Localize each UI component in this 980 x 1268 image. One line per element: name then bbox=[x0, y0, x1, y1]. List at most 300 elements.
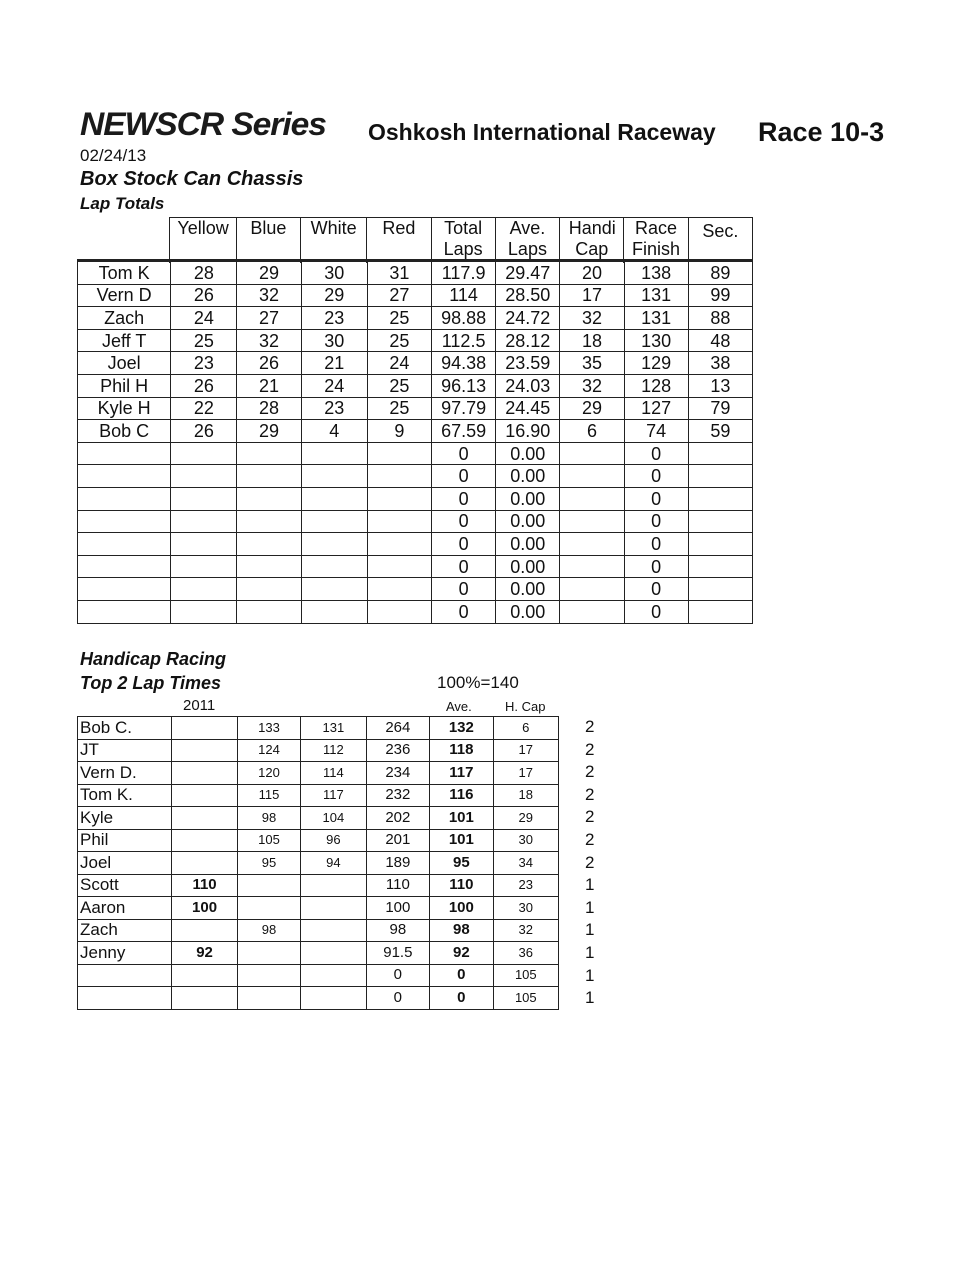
lap-cell: 22 bbox=[171, 397, 237, 420]
lap-cell: 88 bbox=[688, 307, 752, 330]
handicap-hcap: 105 bbox=[493, 964, 558, 987]
venue-name: Oshkosh International Raceway bbox=[368, 119, 716, 145]
handicap-row bbox=[78, 897, 559, 920]
lap-cell: 28.12 bbox=[496, 329, 560, 352]
col-2011-label: 2011 bbox=[183, 697, 216, 714]
lap-cell: 24 bbox=[171, 307, 237, 330]
lap-cell: 23 bbox=[301, 307, 367, 330]
lap-cell bbox=[171, 487, 237, 510]
lap-cell bbox=[301, 442, 367, 465]
lap-cell: 32 bbox=[560, 374, 624, 397]
col-header: White bbox=[300, 218, 366, 264]
lap-cell: 114 bbox=[432, 284, 496, 307]
lap-cell: 0 bbox=[624, 533, 688, 556]
lap-row bbox=[78, 329, 753, 352]
handicap-driver: Jenny bbox=[78, 942, 172, 965]
handicap-c2011 bbox=[172, 919, 237, 942]
handicap-driver: Tom K. bbox=[78, 784, 172, 807]
handicap-ave: 116 bbox=[430, 784, 493, 807]
lap-cell bbox=[301, 487, 367, 510]
lap-cell bbox=[688, 442, 752, 465]
handicap-hcap: 17 bbox=[493, 762, 558, 785]
lap-row bbox=[78, 442, 753, 465]
lap-cell: 48 bbox=[688, 329, 752, 352]
lap-cell: 0 bbox=[624, 510, 688, 533]
driver-name: Zach bbox=[78, 307, 171, 330]
lap-cell: 59 bbox=[688, 420, 752, 443]
lap-cell: 0 bbox=[432, 487, 496, 510]
handicap-row bbox=[78, 874, 559, 897]
driver-name: Vern D bbox=[78, 284, 171, 307]
handicap-row bbox=[78, 964, 559, 987]
handicap-c2011 bbox=[172, 739, 237, 762]
handicap-row bbox=[78, 852, 559, 875]
handicap-b: 131 bbox=[301, 717, 366, 740]
handicap-a: 120 bbox=[237, 762, 300, 785]
handicap-driver: Scott bbox=[78, 874, 172, 897]
lap-cell bbox=[688, 487, 752, 510]
lap-cell: 131 bbox=[624, 307, 688, 330]
driver-name: Tom K bbox=[78, 261, 171, 285]
lap-cell: 16.90 bbox=[496, 420, 560, 443]
lap-cell: 0 bbox=[624, 487, 688, 510]
handicap-sum: 0 bbox=[366, 987, 430, 1010]
race-count: 2 bbox=[585, 717, 595, 736]
handicap-ave: 0 bbox=[430, 964, 493, 987]
handicap-hcap: 23 bbox=[493, 874, 558, 897]
driver-name: Bob C bbox=[78, 420, 171, 443]
handicap-a bbox=[237, 942, 300, 965]
handicap-hcap: 18 bbox=[493, 784, 558, 807]
col-header bbox=[624, 218, 688, 264]
lap-cell bbox=[301, 510, 367, 533]
race-count: 2 bbox=[585, 784, 595, 804]
col-header: Red bbox=[367, 218, 431, 264]
handicap-hcap: 17 bbox=[493, 739, 558, 762]
handicap-b bbox=[301, 942, 366, 965]
lap-cell bbox=[367, 442, 431, 465]
handicap-c2011 bbox=[172, 829, 237, 852]
lap-cell: 127 bbox=[624, 397, 688, 420]
handicap-a: 98 bbox=[237, 807, 300, 830]
handicap-driver: Kyle bbox=[78, 807, 172, 830]
lap-totals-table bbox=[77, 259, 753, 624]
lap-cell: 29.47 bbox=[496, 261, 560, 285]
handicap-hcap: 29 bbox=[493, 807, 558, 830]
lap-cell: 28.50 bbox=[496, 284, 560, 307]
col-header bbox=[495, 218, 559, 264]
race-count: 2 bbox=[585, 739, 595, 759]
lap-cell: 0 bbox=[432, 465, 496, 488]
lap-cell bbox=[301, 600, 367, 623]
handicap-c2011 bbox=[172, 717, 237, 740]
lap-cell: 0 bbox=[432, 600, 496, 623]
col-header-text: Race Finish bbox=[632, 218, 681, 259]
handicap-ave: 118 bbox=[430, 739, 493, 762]
lap-cell: 0 bbox=[624, 442, 688, 465]
lap-cell: 17 bbox=[560, 284, 624, 307]
lap-cell bbox=[367, 533, 431, 556]
lap-cell: 24 bbox=[367, 352, 431, 375]
handicap-heading: Handicap Racing bbox=[80, 649, 227, 669]
lap-cell bbox=[560, 487, 624, 510]
handicap-c2011 bbox=[172, 987, 237, 1010]
lap-cell bbox=[171, 578, 237, 601]
lap-cell bbox=[560, 533, 624, 556]
lap-row bbox=[78, 510, 753, 533]
handicap-ave: 101 bbox=[430, 807, 493, 830]
race-count: 1 bbox=[585, 875, 595, 895]
race-number: Race 10-3 bbox=[758, 117, 885, 147]
lap-row bbox=[78, 307, 753, 330]
lap-row bbox=[78, 487, 753, 510]
lap-cell bbox=[301, 533, 367, 556]
lap-cell: 18 bbox=[560, 329, 624, 352]
lap-cell bbox=[237, 533, 301, 556]
handicap-hcap: 34 bbox=[493, 852, 558, 875]
lap-cell: 31 bbox=[367, 261, 431, 285]
lap-cell bbox=[560, 465, 624, 488]
col-header-text: Handi Cap bbox=[568, 218, 616, 259]
lap-cell: 0 bbox=[624, 600, 688, 623]
race-count: 2 bbox=[585, 807, 595, 827]
handicap-ave: 110 bbox=[430, 874, 493, 897]
lap-row bbox=[78, 374, 753, 397]
handicap-ave: 0 bbox=[430, 987, 493, 1010]
race-count: 1 bbox=[585, 920, 595, 940]
race-count: 1 bbox=[585, 988, 595, 1008]
handicap-table bbox=[77, 716, 559, 1010]
lap-cell: 25 bbox=[367, 374, 431, 397]
lap-cell: 23 bbox=[301, 397, 367, 420]
handicap-hcap: 30 bbox=[493, 829, 558, 852]
lap-cell: 0.00 bbox=[496, 487, 560, 510]
handicap-sum: 189 bbox=[366, 852, 430, 875]
class-name: Box Stock Can Chassis bbox=[80, 168, 304, 190]
lap-cell bbox=[367, 510, 431, 533]
handicap-sum: 0 bbox=[366, 964, 430, 987]
col-header-text: Total Laps bbox=[443, 218, 483, 259]
lap-cell bbox=[367, 465, 431, 488]
lap-cell: 32 bbox=[237, 329, 301, 352]
lap-row bbox=[78, 284, 753, 307]
col-header: Yellow bbox=[170, 218, 236, 264]
col-header: Blue bbox=[236, 218, 300, 264]
race-count: 2 bbox=[585, 762, 595, 782]
lap-cell: 29 bbox=[301, 284, 367, 307]
lap-cell bbox=[367, 600, 431, 623]
driver-name bbox=[78, 465, 171, 488]
handicap-b: 112 bbox=[301, 739, 366, 762]
lap-cell bbox=[560, 600, 624, 623]
lap-cell: 26 bbox=[171, 420, 237, 443]
handicap-row bbox=[78, 987, 559, 1010]
lap-cell: 28 bbox=[237, 397, 301, 420]
col-header: Sec. bbox=[688, 218, 752, 264]
handicap-row bbox=[78, 717, 559, 740]
handicap-b: 114 bbox=[301, 762, 366, 785]
handicap-c2011 bbox=[172, 784, 237, 807]
lap-cell bbox=[688, 533, 752, 556]
lap-cell: 25 bbox=[367, 307, 431, 330]
handicap-driver: Zach bbox=[78, 919, 172, 942]
lap-cell bbox=[171, 555, 237, 578]
lap-cell: 0 bbox=[432, 510, 496, 533]
lap-cell bbox=[237, 600, 301, 623]
handicap-ave: 117 bbox=[430, 762, 493, 785]
col-ave-label: Ave. bbox=[446, 699, 472, 714]
lap-cell: 0.00 bbox=[496, 555, 560, 578]
lap-cell: 131 bbox=[624, 284, 688, 307]
race-count: 1 bbox=[585, 943, 595, 962]
lap-cell bbox=[237, 465, 301, 488]
lap-cell: 99 bbox=[688, 284, 752, 307]
handicap-row bbox=[78, 942, 559, 965]
handicap-ave: 98 bbox=[430, 919, 493, 942]
lap-cell: 112.5 bbox=[432, 329, 496, 352]
handicap-b: 117 bbox=[301, 784, 366, 807]
lap-row bbox=[78, 600, 753, 623]
lap-cell: 0.00 bbox=[496, 578, 560, 601]
handicap-sum: 100 bbox=[366, 897, 430, 920]
lap-totals-header bbox=[77, 217, 753, 263]
lap-cell: 32 bbox=[237, 284, 301, 307]
handicap-ave: 101 bbox=[430, 829, 493, 852]
lap-cell bbox=[301, 465, 367, 488]
lap-cell: 74 bbox=[624, 420, 688, 443]
lap-cell bbox=[237, 442, 301, 465]
lap-cell: 38 bbox=[688, 352, 752, 375]
lap-cell: 94.38 bbox=[432, 352, 496, 375]
handicap-hcap: 30 bbox=[493, 897, 558, 920]
lap-cell bbox=[367, 487, 431, 510]
lap-cell bbox=[688, 600, 752, 623]
handicap-base: 100%=140 bbox=[437, 673, 519, 692]
handicap-driver: Aaron bbox=[78, 897, 172, 920]
driver-name bbox=[78, 487, 171, 510]
lap-cell bbox=[560, 578, 624, 601]
lap-row bbox=[78, 261, 753, 285]
handicap-c2011 bbox=[172, 807, 237, 830]
lap-cell: 0 bbox=[624, 578, 688, 601]
lap-cell: 96.13 bbox=[432, 374, 496, 397]
lap-row bbox=[78, 397, 753, 420]
lap-cell bbox=[367, 578, 431, 601]
handicap-ave: 132 bbox=[430, 717, 493, 740]
lap-cell bbox=[237, 578, 301, 601]
driver-name bbox=[78, 555, 171, 578]
lap-cell: 27 bbox=[367, 284, 431, 307]
handicap-sum: 110 bbox=[366, 874, 430, 897]
lap-totals-heading: Lap Totals bbox=[80, 194, 165, 213]
lap-cell: 32 bbox=[560, 307, 624, 330]
lap-cell: 26 bbox=[237, 352, 301, 375]
race-count: 1 bbox=[585, 965, 595, 985]
lap-cell bbox=[560, 442, 624, 465]
lap-cell: 13 bbox=[688, 374, 752, 397]
lap-cell bbox=[301, 555, 367, 578]
lap-cell: 26 bbox=[171, 284, 237, 307]
lap-cell bbox=[560, 555, 624, 578]
handicap-c2011 bbox=[172, 762, 237, 785]
handicap-row bbox=[78, 739, 559, 762]
col-header-text: Ave. Laps bbox=[507, 218, 547, 259]
series-logo-title: NEWSCR Series bbox=[80, 106, 326, 142]
handicap-row bbox=[78, 807, 559, 830]
lap-cell: 128 bbox=[624, 374, 688, 397]
handicap-b bbox=[301, 964, 366, 987]
handicap-b: 96 bbox=[301, 829, 366, 852]
handicap-a: 95 bbox=[237, 852, 300, 875]
race-date: 02/24/13 bbox=[80, 146, 147, 165]
driver-name bbox=[78, 510, 171, 533]
lap-cell: 35 bbox=[560, 352, 624, 375]
handicap-a: 133 bbox=[237, 717, 300, 740]
lap-cell bbox=[688, 465, 752, 488]
driver-name bbox=[78, 442, 171, 465]
lap-cell bbox=[171, 533, 237, 556]
lap-cell bbox=[237, 555, 301, 578]
handicap-row bbox=[78, 784, 559, 807]
handicap-row bbox=[78, 829, 559, 852]
handicap-c2011: 100 bbox=[172, 897, 237, 920]
lap-row bbox=[78, 420, 753, 443]
lap-cell: 23 bbox=[171, 352, 237, 375]
race-count: 2 bbox=[585, 830, 595, 849]
handicap-a bbox=[237, 897, 300, 920]
handicap-sum: 236 bbox=[366, 739, 430, 762]
lap-cell: 24.72 bbox=[496, 307, 560, 330]
lap-cell: 25 bbox=[171, 329, 237, 352]
handicap-sum: 234 bbox=[366, 762, 430, 785]
lap-cell: 89 bbox=[688, 261, 752, 285]
lap-cell: 138 bbox=[624, 261, 688, 285]
lap-cell: 26 bbox=[171, 374, 237, 397]
lap-cell: 117.9 bbox=[432, 261, 496, 285]
driver-name: Phil H bbox=[78, 374, 171, 397]
lap-cell: 0 bbox=[432, 442, 496, 465]
lap-cell: 0.00 bbox=[496, 533, 560, 556]
lap-row bbox=[78, 465, 753, 488]
lap-cell: 130 bbox=[624, 329, 688, 352]
lap-cell: 29 bbox=[237, 420, 301, 443]
lap-cell: 0 bbox=[432, 555, 496, 578]
handicap-c2011 bbox=[172, 852, 237, 875]
lap-row bbox=[78, 555, 753, 578]
col-hcap-label: H. Cap bbox=[505, 699, 546, 714]
handicap-a bbox=[237, 964, 300, 987]
lap-cell: 21 bbox=[301, 352, 367, 375]
handicap-sum: 264 bbox=[366, 717, 430, 740]
lap-cell: 0 bbox=[432, 578, 496, 601]
driver-name: Jeff T bbox=[78, 329, 171, 352]
handicap-sum: 98 bbox=[366, 919, 430, 942]
handicap-b bbox=[301, 987, 366, 1010]
handicap-c2011: 92 bbox=[172, 942, 237, 965]
handicap-a: 124 bbox=[237, 739, 300, 762]
driver-name bbox=[78, 600, 171, 623]
lap-cell: 20 bbox=[560, 261, 624, 285]
lap-cell: 0 bbox=[624, 465, 688, 488]
lap-cell: 29 bbox=[560, 397, 624, 420]
lap-cell: 129 bbox=[624, 352, 688, 375]
lap-cell: 97.79 bbox=[432, 397, 496, 420]
handicap-b: 104 bbox=[301, 807, 366, 830]
handicap-b: 94 bbox=[301, 852, 366, 875]
lap-cell: 28 bbox=[171, 261, 237, 285]
lap-cell bbox=[367, 555, 431, 578]
handicap-a: 105 bbox=[237, 829, 300, 852]
handicap-sum: 202 bbox=[366, 807, 430, 830]
lap-cell: 29 bbox=[237, 261, 301, 285]
lap-cell bbox=[237, 510, 301, 533]
col-header bbox=[431, 218, 495, 264]
lap-cell bbox=[171, 465, 237, 488]
lap-cell: 24.45 bbox=[496, 397, 560, 420]
col-header bbox=[560, 218, 624, 264]
lap-cell: 79 bbox=[688, 397, 752, 420]
top-lap-times-heading: Top 2 Lap Times bbox=[80, 673, 222, 693]
handicap-driver: Phil bbox=[78, 829, 172, 852]
lap-cell: 0.00 bbox=[496, 600, 560, 623]
lap-cell: 4 bbox=[301, 420, 367, 443]
lap-cell: 24 bbox=[301, 374, 367, 397]
lap-cell: 0 bbox=[624, 555, 688, 578]
lap-cell: 0.00 bbox=[496, 465, 560, 488]
lap-cell: 30 bbox=[301, 261, 367, 285]
handicap-b bbox=[301, 919, 366, 942]
driver-name bbox=[78, 578, 171, 601]
handicap-b bbox=[301, 897, 366, 920]
lap-cell: 6 bbox=[560, 420, 624, 443]
lap-cell: 24.03 bbox=[496, 374, 560, 397]
lap-cell bbox=[171, 600, 237, 623]
handicap-driver bbox=[78, 964, 172, 987]
handicap-b bbox=[301, 874, 366, 897]
lap-cell bbox=[560, 510, 624, 533]
handicap-row bbox=[78, 919, 559, 942]
handicap-driver: Joel bbox=[78, 852, 172, 875]
race-count: 1 bbox=[585, 897, 595, 917]
handicap-ave: 100 bbox=[430, 897, 493, 920]
race-count: 2 bbox=[585, 852, 595, 872]
handicap-sum: 232 bbox=[366, 784, 430, 807]
lap-cell: 23.59 bbox=[496, 352, 560, 375]
lap-cell bbox=[301, 578, 367, 601]
handicap-hcap: 6 bbox=[493, 717, 558, 740]
handicap-hcap: 32 bbox=[493, 919, 558, 942]
lap-row bbox=[78, 352, 753, 375]
driver-name: Joel bbox=[78, 352, 171, 375]
handicap-driver: Vern D. bbox=[78, 762, 172, 785]
driver-name: Kyle H bbox=[78, 397, 171, 420]
handicap-hcap: 36 bbox=[493, 942, 558, 965]
handicap-driver: JT bbox=[78, 739, 172, 762]
handicap-hcap: 105 bbox=[493, 987, 558, 1010]
driver-name bbox=[78, 533, 171, 556]
lap-cell: 25 bbox=[367, 329, 431, 352]
handicap-sum: 91.5 bbox=[366, 942, 430, 965]
lap-cell: 0 bbox=[432, 533, 496, 556]
handicap-c2011: 110 bbox=[172, 874, 237, 897]
handicap-driver bbox=[78, 987, 172, 1010]
header-spacer bbox=[77, 218, 170, 264]
lap-cell bbox=[237, 487, 301, 510]
lap-cell: 98.88 bbox=[432, 307, 496, 330]
lap-cell bbox=[688, 510, 752, 533]
lap-cell bbox=[171, 442, 237, 465]
handicap-a: 98 bbox=[237, 919, 300, 942]
